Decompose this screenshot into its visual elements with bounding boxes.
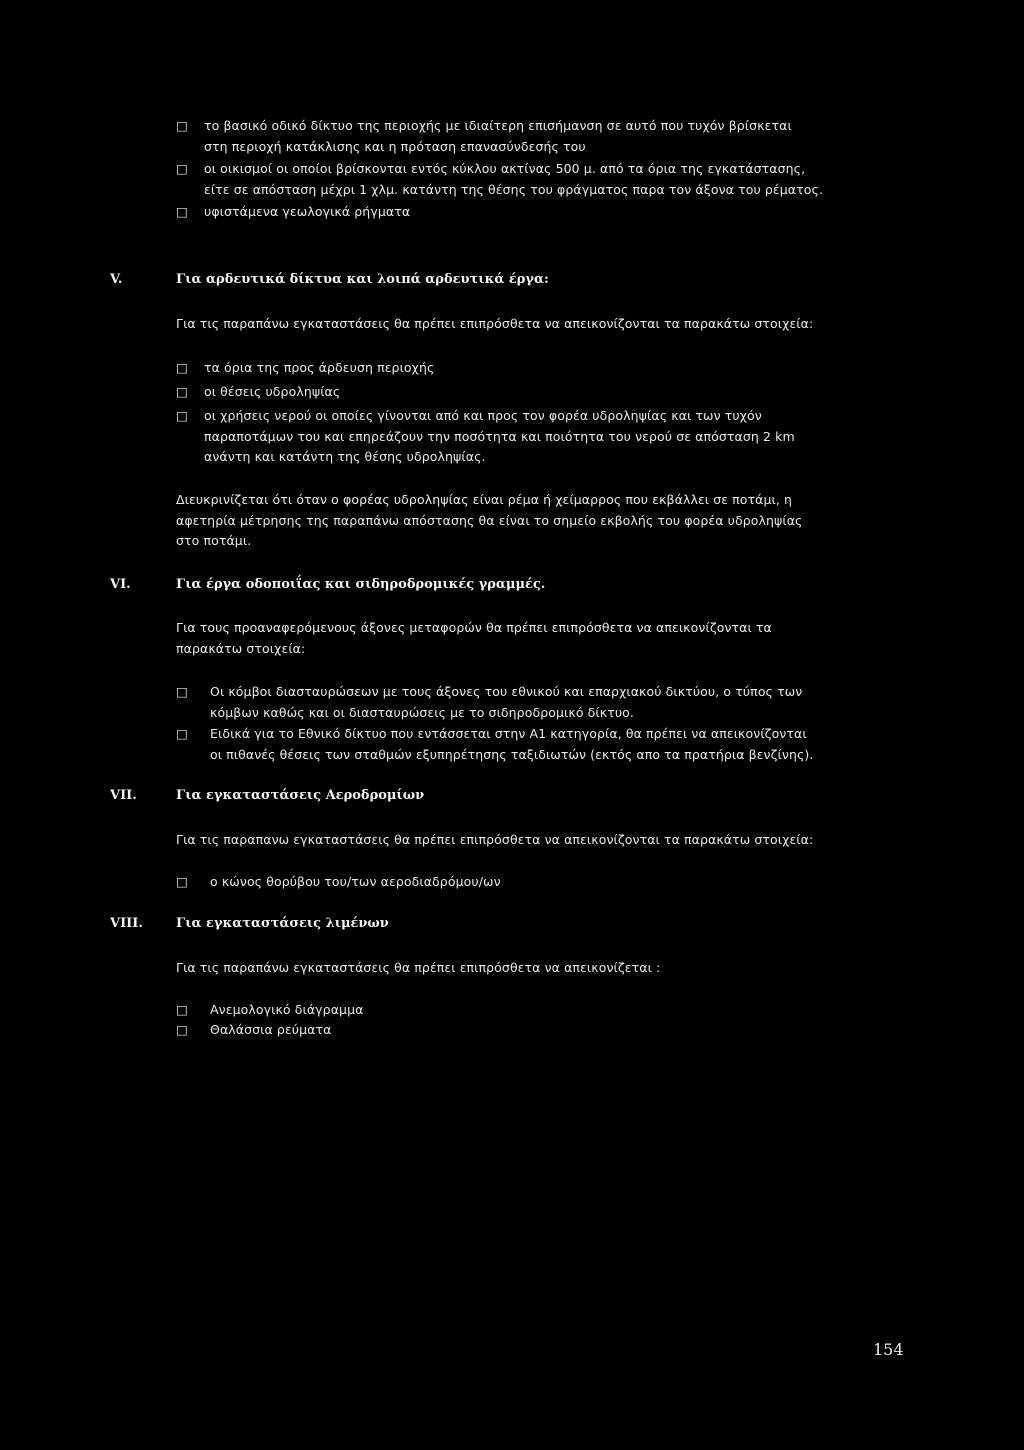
list-item-line: το βασικό οδικό δίκτυο της περιοχής με ιδιαίτερη επισήμανση σε αυτό που τυχόν βρίσκεται xyxy=(204,118,792,133)
section-heading: Για έργα οδοποιΐας και σιδηροδρομικές γραμμές. xyxy=(176,577,546,592)
list-item-line: οι πιθανές θέσεις των σταθμών εξυπηρέτησης ταξιδιωτών (εκτός απο τα πρατήρια βενζίνης). xyxy=(210,746,814,762)
note-line: αφετηρία μέτρησης της παραπάνω απόστασης θα είναι το σημείο εκβολής του φορέα υδροληψίας xyxy=(176,512,803,528)
page-number: 154 xyxy=(873,1340,904,1359)
list-item-line: ο κώνος θορύβου του/των αεροδιαδρόμου/ων xyxy=(210,874,501,889)
section-heading: Για εγκαταστάσεις Αεροδρομίων xyxy=(176,788,425,803)
section-number: V. xyxy=(110,272,123,287)
section-heading: Για αρδευτικά δίκτυα και λοιπά αρδευτικά έργα: xyxy=(176,272,549,287)
bullet-box-icon: □ xyxy=(176,161,188,176)
list-item xyxy=(204,159,924,200)
list-item-line: είτε σε απόσταση μέχρι 1 χλμ. κατάντη της θέσης του φράγματος παρα τον άξονα του ρέματος. xyxy=(204,181,824,197)
list-item xyxy=(204,202,924,223)
bullet-box-icon: □ xyxy=(176,204,188,219)
section-number: VII. xyxy=(110,788,137,803)
bullet-box-icon: □ xyxy=(176,1022,188,1037)
note-line: στο ποτάμι. xyxy=(176,533,252,548)
list-item xyxy=(204,116,924,157)
bullet-box-icon: □ xyxy=(176,684,188,699)
intro-line: παρακάτω στοιχεία: xyxy=(176,640,306,656)
bullet-box-icon: □ xyxy=(176,1002,188,1017)
list-item-line: οι θέσεις υδροληψίας xyxy=(204,384,341,399)
section-intro: Για τις παραπάνω εγκαταστάσεις θα πρέπει επιπρόσθετα να απεικονίζεται : xyxy=(176,960,661,975)
bullet-box-icon: □ xyxy=(176,118,188,133)
bullet-box-icon: □ xyxy=(176,874,188,889)
list-item-line: κόμβων καθώς και οι διασταυρώσεις με το σιδηροδρομικό δίκτυο. xyxy=(210,704,634,720)
list-item-line: Ανεμολογικό διάγραμμα xyxy=(210,1002,364,1017)
intro-line: Για τους προαναφερόμενους άξονες μεταφορών θα πρέπει επιπρόσθετα να απεικονίζονται τα xyxy=(176,620,772,635)
list-item xyxy=(204,406,924,468)
list-item-line: παραποτάμων του και επηρεάζουν την ποσότητα και ποιότητα του νερού σε απόσταση 2 km xyxy=(204,428,795,444)
section-number: VI. xyxy=(110,577,131,592)
section-intro xyxy=(176,618,916,659)
list-item xyxy=(204,358,924,379)
section-intro: Για τις παραπάνω εγκαταστάσεις θα πρέπει επιπρόσθετα να απεικονίζονται τα παρακάτω στοιχεία: xyxy=(176,316,814,331)
list-item-line: ανάντη και κατάντη της θέσης υδροληψίας. xyxy=(204,449,486,464)
list-item-line: Ειδικά για το Εθνικό δίκτυο που εντάσσεται στην Α1 κατηγορία, θα πρέπει να απεικονίζονται xyxy=(210,726,807,741)
list-item-line: υφιστάμενα γεωλογικά ρήγματα xyxy=(204,204,411,219)
list-item xyxy=(204,382,924,403)
list-item-line: στη περιοχή κατάκλισης και η πρόταση επανασύνδεσής του xyxy=(204,138,586,154)
bullet-box-icon: □ xyxy=(176,360,188,375)
list-item xyxy=(210,1000,925,1021)
section-note xyxy=(176,490,916,552)
section-number: VIII. xyxy=(110,916,143,931)
bullet-box-icon: □ xyxy=(176,384,188,399)
list-item-line: Θαλάσσια ρεύματα xyxy=(210,1022,332,1037)
note-line: Διευκρινίζεται ότι όταν ο φορέας υδροληψίας είναι ρέμα ή χείμαρρος που εκβάλλει σε ποτάμι, η xyxy=(176,492,793,507)
bullet-box-icon: □ xyxy=(176,408,188,423)
list-item-line: τα όρια της προς άρδευση περιοχής xyxy=(204,360,435,375)
section-intro: Για τις παραπανω εγκαταστάσεις θα πρέπει επιπρόσθετα να απεικονίζονται τα παρακάτω στοιχεία: xyxy=(176,832,814,847)
list-item xyxy=(210,682,925,723)
section-heading: Για εγκαταστάσεις λιμένων xyxy=(176,916,389,931)
list-item xyxy=(210,1020,925,1041)
list-item xyxy=(210,724,925,765)
list-item xyxy=(210,872,925,893)
list-item-line: οι χρήσεις νερού οι οποίες γίνονται από και προς τον φορέα υδροληψίας και των τυχόν xyxy=(204,408,762,423)
list-item-line: Οι κόμβοι διασταυρώσεων με τους άξονες του εθνικού και επαρχιακού δικτύου, ο τύπος των xyxy=(210,684,803,699)
bullet-box-icon: □ xyxy=(176,726,188,741)
list-item-line: οι οικισμοί οι οποίοι βρίσκονται εντός κύκλου ακτίνας 500 μ. από τα όρια της εγκατάστασης, xyxy=(204,161,806,176)
